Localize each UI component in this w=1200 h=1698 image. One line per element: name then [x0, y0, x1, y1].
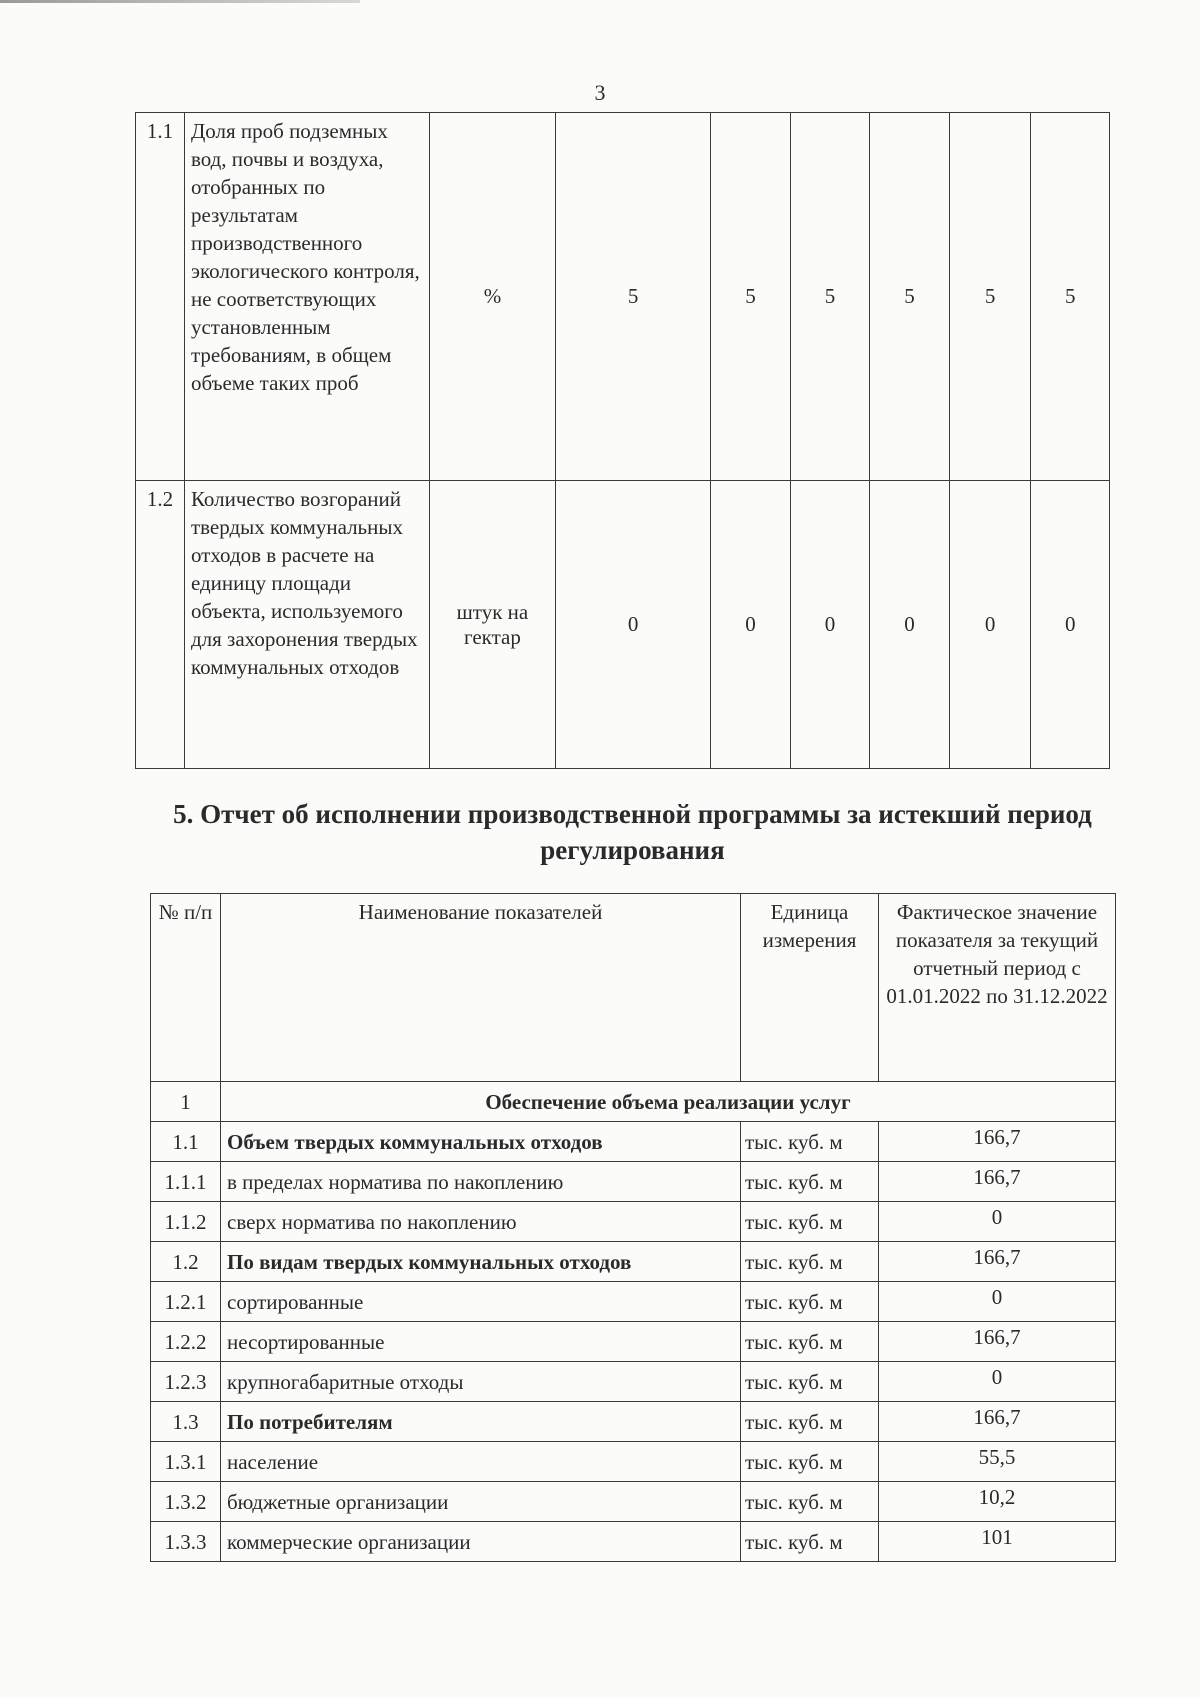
row-name: несортированные: [221, 1322, 741, 1362]
indicator-value: 5: [790, 113, 870, 481]
indicator-value: 0: [790, 481, 870, 769]
row-num: 1.3.3: [151, 1522, 221, 1562]
row-unit: тыс. куб. м: [741, 1362, 879, 1402]
indicator-value: 5: [556, 113, 711, 481]
header-name: Наименование показателей: [221, 894, 741, 1082]
header-value: Фактическое значение показателя за текущий отчетный период с 01.01.2022 по 31.12.2022: [879, 894, 1116, 1082]
indicator-unit: штук на гектар: [429, 481, 555, 769]
indicator-value: 0: [1031, 481, 1110, 769]
row-unit: тыс. куб. м: [741, 1242, 879, 1282]
table-row: [151, 1362, 1116, 1402]
scan-edge-artifact: [0, 0, 360, 3]
production-program-table: [150, 893, 1116, 1562]
row-num: 1.2: [151, 1242, 221, 1282]
indicators-table: [135, 112, 1110, 769]
row-name: сортированные: [221, 1282, 741, 1322]
row-unit: тыс. куб. м: [741, 1282, 879, 1322]
row-name: население: [221, 1442, 741, 1482]
table-row: [151, 1282, 1116, 1322]
row-num: 1.1: [151, 1122, 221, 1162]
row-value: 166,7: [879, 1402, 1116, 1442]
indicator-value: 0: [556, 481, 711, 769]
indicator-value: 5: [1031, 113, 1110, 481]
table-row: [151, 1202, 1116, 1242]
indicator-unit: %: [429, 113, 555, 481]
row-num: 1.1.2: [151, 1202, 221, 1242]
header-unit: Единица измерения: [741, 894, 879, 1082]
indicator-value: 5: [711, 113, 791, 481]
table-row: [151, 1402, 1116, 1442]
row-value: 101: [879, 1522, 1116, 1562]
section-row-num: 1: [151, 1082, 221, 1122]
indicator-name: Доля проб подземных вод, почвы и воздуха, отобранных по результатам производственного экологического контроля, не соответствующих установленным требованиям, в общем объеме таких проб: [184, 113, 429, 481]
row-unit: тыс. куб. м: [741, 1162, 879, 1202]
table-row: [151, 1242, 1116, 1282]
table-header-row: [151, 894, 1116, 1082]
row-num: 1.2.2: [151, 1322, 221, 1362]
table-row: [151, 1322, 1116, 1362]
row-value: 10,2: [879, 1482, 1116, 1522]
section-row: [151, 1082, 1116, 1122]
row-num: 1.3.1: [151, 1442, 221, 1482]
row-name: в пределах норматива по накоплению: [221, 1162, 741, 1202]
row-unit: тыс. куб. м: [741, 1402, 879, 1442]
indicator-value: 0: [870, 481, 950, 769]
table-row: [151, 1122, 1116, 1162]
section-title-line-1: 5. Отчет об исполнении производственной программы за истекший период: [173, 799, 1092, 829]
indicator-row: [136, 481, 1110, 769]
row-value: 166,7: [879, 1322, 1116, 1362]
row-unit: тыс. куб. м: [741, 1482, 879, 1522]
row-value: 0: [879, 1362, 1116, 1402]
row-value: 166,7: [879, 1162, 1116, 1202]
indicator-value: 0: [711, 481, 791, 769]
row-value: 55,5: [879, 1442, 1116, 1482]
row-name: бюджетные организации: [221, 1482, 741, 1522]
row-value: 166,7: [879, 1242, 1116, 1282]
row-name: коммерческие организации: [221, 1522, 741, 1562]
indicator-value: 5: [870, 113, 950, 481]
indicator-num: 1.2: [136, 481, 185, 769]
row-unit: тыс. куб. м: [741, 1122, 879, 1162]
row-num: 1.3.2: [151, 1482, 221, 1522]
page-number: 3: [594, 80, 606, 105]
indicator-value: 5: [949, 113, 1031, 481]
indicator-num: 1.1: [136, 113, 185, 481]
row-name: Объем твердых коммунальных отходов: [221, 1122, 741, 1162]
row-num: 1.2.3: [151, 1362, 221, 1402]
section-title-line-2: регулирования: [540, 835, 725, 865]
row-name: крупногабаритные отходы: [221, 1362, 741, 1402]
row-unit: тыс. куб. м: [741, 1522, 879, 1562]
row-num: 1.2.1: [151, 1282, 221, 1322]
indicator-value: 0: [949, 481, 1031, 769]
row-value: 166,7: [879, 1122, 1116, 1162]
table-row: [151, 1482, 1116, 1522]
table-row: [151, 1442, 1116, 1482]
row-value: 0: [879, 1202, 1116, 1242]
table-row: [151, 1162, 1116, 1202]
indicator-row: [136, 113, 1110, 481]
row-unit: тыс. куб. м: [741, 1202, 879, 1242]
table-row: [151, 1522, 1116, 1562]
section-title: [145, 796, 1120, 868]
row-name: По потребителям: [221, 1402, 741, 1442]
row-value: 0: [879, 1282, 1116, 1322]
row-name: сверх норматива по накоплению: [221, 1202, 741, 1242]
indicator-name: Количество возгораний твердых коммунальных отходов в расчете на единицу площади объекта, используемого для захоронения твердых коммунальных отходов: [184, 481, 429, 769]
row-unit: тыс. куб. м: [741, 1442, 879, 1482]
section-row-name: Обеспечение объема реализации услуг: [221, 1082, 1116, 1122]
row-num: 1.3: [151, 1402, 221, 1442]
row-unit: тыс. куб. м: [741, 1322, 879, 1362]
row-num: 1.1.1: [151, 1162, 221, 1202]
row-name: По видам твердых коммунальных отходов: [221, 1242, 741, 1282]
header-num: № п/п: [151, 894, 221, 1082]
